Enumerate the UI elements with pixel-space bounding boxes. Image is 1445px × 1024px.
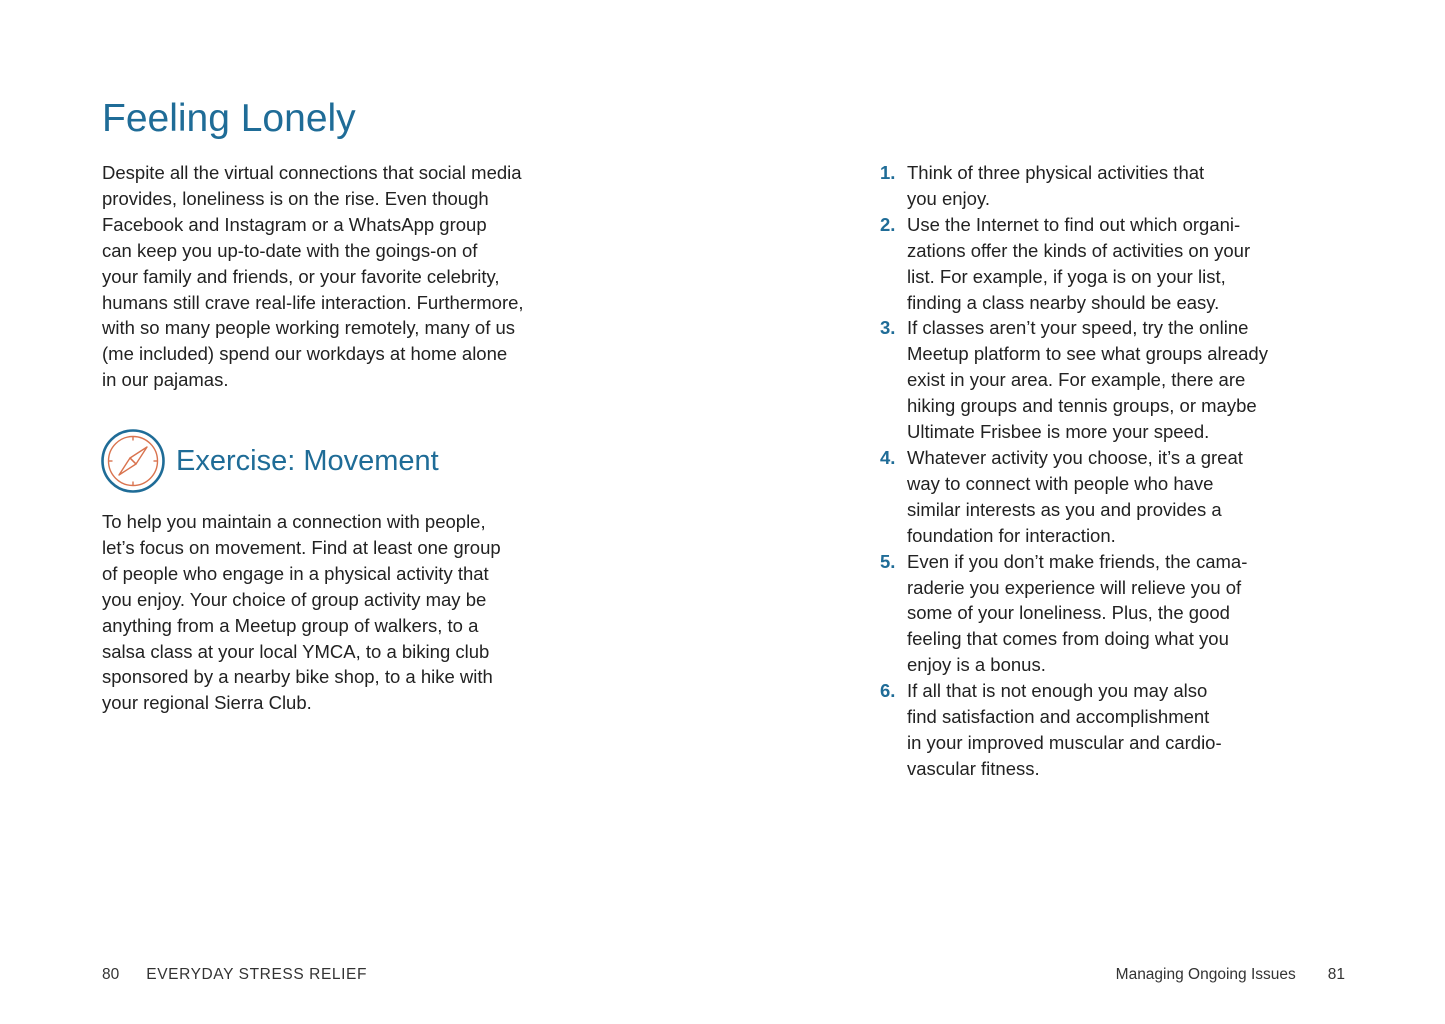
step-line: you enjoy. bbox=[907, 187, 990, 209]
step-line: some of your loneliness. Plus, the good bbox=[907, 602, 1230, 624]
running-head: Managing Ongoing Issues bbox=[1115, 966, 1296, 983]
exercise-paragraph bbox=[102, 509, 501, 716]
exercise-line: your regional Sierra Club. bbox=[102, 692, 312, 714]
step-line: If all that is not enough you may also bbox=[907, 680, 1208, 702]
list-item bbox=[880, 315, 1268, 445]
compass-icon bbox=[100, 428, 166, 494]
list-item bbox=[880, 678, 1268, 782]
step-line: in your improved muscular and cardio- bbox=[907, 731, 1222, 753]
step-line: zations offer the kinds of activities on your bbox=[907, 239, 1251, 261]
step-line: similar interests as you and provides a bbox=[907, 498, 1222, 520]
step-line: If classes aren’t your speed, try the online bbox=[907, 317, 1249, 339]
step-number: 6. bbox=[880, 680, 896, 702]
intro-line: Facebook and Instagram or a WhatsApp group bbox=[102, 213, 487, 235]
list-item bbox=[880, 212, 1268, 316]
step-line: Use the Internet to find out which organi- bbox=[907, 213, 1241, 235]
exercise-line: anything from a Meetup group of walkers, to a bbox=[102, 614, 479, 636]
exercise-line: let’s focus on movement. Find at least one group bbox=[102, 536, 501, 558]
step-line: feeling that comes from doing what you bbox=[907, 628, 1229, 650]
step-number: 3. bbox=[880, 317, 896, 339]
step-line: foundation for interaction. bbox=[907, 524, 1116, 546]
list-item bbox=[880, 160, 1268, 212]
exercise-line: sponsored by a nearby bike shop, to a hike with bbox=[102, 666, 493, 688]
step-number: 4. bbox=[880, 446, 896, 468]
intro-paragraph bbox=[102, 160, 524, 393]
exercise-line: you enjoy. Your choice of group activity may be bbox=[102, 588, 487, 610]
right-page bbox=[722, 0, 1445, 1024]
running-head: EVERYDAY STRESS RELIEF bbox=[146, 966, 368, 983]
step-line: Think of three physical activities that bbox=[907, 162, 1205, 183]
step-line: list. For example, if yoga is on your list, bbox=[907, 265, 1226, 287]
exercise-title: Exercise: Movement bbox=[176, 444, 439, 477]
step-line: Whatever activity you choose, it’s a great bbox=[907, 446, 1243, 468]
footer-right bbox=[1116, 964, 1345, 986]
step-line: enjoy is a bonus. bbox=[907, 654, 1046, 676]
left-page bbox=[0, 0, 722, 1024]
list-item bbox=[880, 445, 1268, 549]
exercise-line: salsa class at your local YMCA, to a biking club bbox=[102, 640, 490, 662]
step-line: raderie you experience will relieve you of bbox=[907, 576, 1242, 598]
intro-line: Despite all the virtual connections that social media bbox=[102, 162, 522, 183]
intro-line: provides, loneliness is on the rise. Even though bbox=[102, 187, 489, 209]
intro-line: humans still crave real-life interaction. Furthermore, bbox=[102, 291, 524, 313]
intro-line: in our pajamas. bbox=[102, 369, 229, 391]
step-line: vascular fitness. bbox=[907, 757, 1040, 779]
steps-list bbox=[880, 160, 1268, 782]
page-title: Feeling Lonely bbox=[102, 97, 356, 140]
page-number: 81 bbox=[1327, 966, 1345, 983]
footer-left bbox=[102, 964, 367, 986]
step-line: Meetup platform to see what groups already bbox=[907, 343, 1268, 365]
step-number: 2. bbox=[880, 213, 896, 235]
step-line: hiking groups and tennis groups, or maybe bbox=[907, 395, 1257, 417]
step-line: Even if you don’t make friends, the cama- bbox=[907, 550, 1248, 572]
intro-line: your family and friends, or your favorite celebrity, bbox=[102, 265, 500, 287]
exercise-heading bbox=[100, 428, 439, 494]
step-line: way to connect with people who have bbox=[907, 472, 1214, 494]
intro-line: can keep you up-to-date with the goings-on of bbox=[102, 239, 478, 261]
step-number: 5. bbox=[880, 550, 896, 572]
step-line: exist in your area. For example, there are bbox=[907, 369, 1246, 391]
page-number: 80 bbox=[102, 966, 120, 983]
intro-line: (me included) spend our workdays at home alone bbox=[102, 343, 508, 365]
step-line: Ultimate Frisbee is more your speed. bbox=[907, 421, 1210, 443]
step-number: 1. bbox=[880, 162, 896, 183]
step-line: finding a class nearby should be easy. bbox=[907, 291, 1220, 313]
list-item bbox=[880, 549, 1268, 679]
exercise-line: To help you maintain a connection with people, bbox=[102, 511, 486, 532]
intro-line: with so many people working remotely, many of us bbox=[102, 317, 516, 339]
step-line: find satisfaction and accomplishment bbox=[907, 706, 1210, 728]
exercise-line: of people who engage in a physical activity that bbox=[102, 562, 489, 584]
